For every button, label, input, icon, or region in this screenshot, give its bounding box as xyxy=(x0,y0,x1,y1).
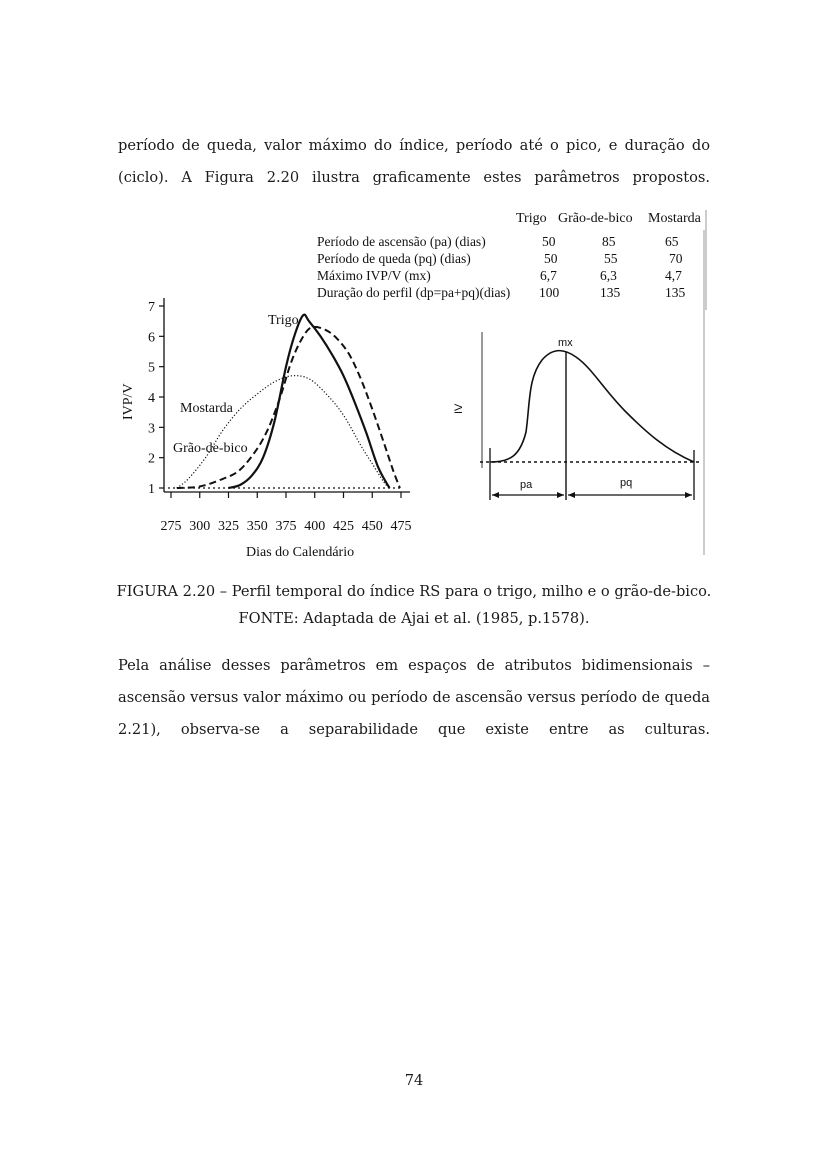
series-label-trigo: Trigo xyxy=(268,313,299,328)
table-cell: 50 xyxy=(542,234,556,249)
table-cell: 85 xyxy=(602,234,616,249)
table-cell: 4,7 xyxy=(665,268,682,283)
table-row-label: Duração do perfil (dp=pa+pq)(dias) xyxy=(317,285,511,300)
paragraph-line: 2.21), observa-se a separabilidade que existe entre as culturas. xyxy=(118,721,710,738)
series-line-trigo xyxy=(229,315,390,488)
paragraph-line: Pela análise desses parâmetros em espaços de atributos bidimensionais – xyxy=(118,657,710,674)
table-cell: 70 xyxy=(669,251,683,266)
series-label-graodebico: Grão-de-bico xyxy=(173,441,248,456)
table-cell: 135 xyxy=(600,285,621,300)
x-tick-label: 325 xyxy=(218,519,239,534)
figure-source: FONTE: Adaptada de Ajai et al. (1985, p.1578). xyxy=(238,610,590,627)
figure-caption: FIGURA 2.20 – Perfil temporal do índice RS para o trigo, milho e o grão-de-bico. xyxy=(116,583,712,600)
paragraph-line: ascensão versus valor máximo ou período de ascensão versus período de queda xyxy=(118,689,710,706)
x-tick-label: 400 xyxy=(304,519,326,534)
y-tick-label: 1 xyxy=(148,482,155,497)
table-cell: 55 xyxy=(604,251,618,266)
x-tick-label: 375 xyxy=(275,519,297,534)
paragraph-intro xyxy=(118,130,710,194)
schematic-curve xyxy=(490,351,694,462)
peak-label: mx xyxy=(558,337,573,349)
series-line-mostarda xyxy=(177,376,390,488)
figure-2-20 xyxy=(118,200,710,560)
page-number: 74 xyxy=(404,1072,424,1089)
table-cell: 50 xyxy=(544,251,558,266)
table-cell: 6,3 xyxy=(600,268,617,283)
y-tick-label: 2 xyxy=(148,451,155,467)
pq-label: pq xyxy=(620,477,633,489)
paragraph-line: (ciclo). A Figura 2.20 ilustra graficamente estes parâmetros propostos. xyxy=(118,169,710,186)
table-cell: 100 xyxy=(539,285,560,300)
y-tick-label: 7 xyxy=(148,300,155,315)
x-tick-label: 350 xyxy=(246,519,268,534)
pa-label: pa xyxy=(520,479,533,491)
table-cell: 6,7 xyxy=(540,268,557,283)
y-tick-label: 3 xyxy=(148,421,155,437)
paragraph-line: período de queda, valor máximo do índice, período até o pico, e duração do xyxy=(118,137,710,154)
x-axis-label: Dias do Calendário xyxy=(246,545,355,560)
x-tick-label: 425 xyxy=(333,519,354,534)
left-chart xyxy=(121,298,412,560)
table-row-label: Máximo IVP/V (mx) xyxy=(317,268,431,283)
x-tick-label: 450 xyxy=(361,519,383,534)
x-tick-label: 275 xyxy=(160,519,182,534)
schematic-y-label: IV xyxy=(453,403,465,414)
table-cell: 135 xyxy=(665,285,686,300)
x-tick-label: 475 xyxy=(390,519,412,534)
table-col-header: Trigo xyxy=(516,211,547,226)
paragraph-analysis xyxy=(118,650,710,746)
table-col-header: Mostarda xyxy=(648,211,701,226)
y-tick-label: 4 xyxy=(148,391,155,406)
y-axis-label: IVP/V xyxy=(121,383,136,420)
table-cell: 65 xyxy=(665,234,679,249)
parameter-table xyxy=(317,210,706,310)
x-tick-label: 300 xyxy=(189,519,211,534)
table-col-header: Grão-de-bico xyxy=(558,211,633,226)
y-tick-label: 5 xyxy=(148,360,155,376)
table-row-label: Período de queda (pq) (dias) xyxy=(317,251,471,266)
table-row-label: Período de ascensão (pa) (dias) xyxy=(317,234,486,249)
y-tick-label: 6 xyxy=(148,330,155,346)
series-label-mostarda: Mostarda xyxy=(180,401,233,416)
